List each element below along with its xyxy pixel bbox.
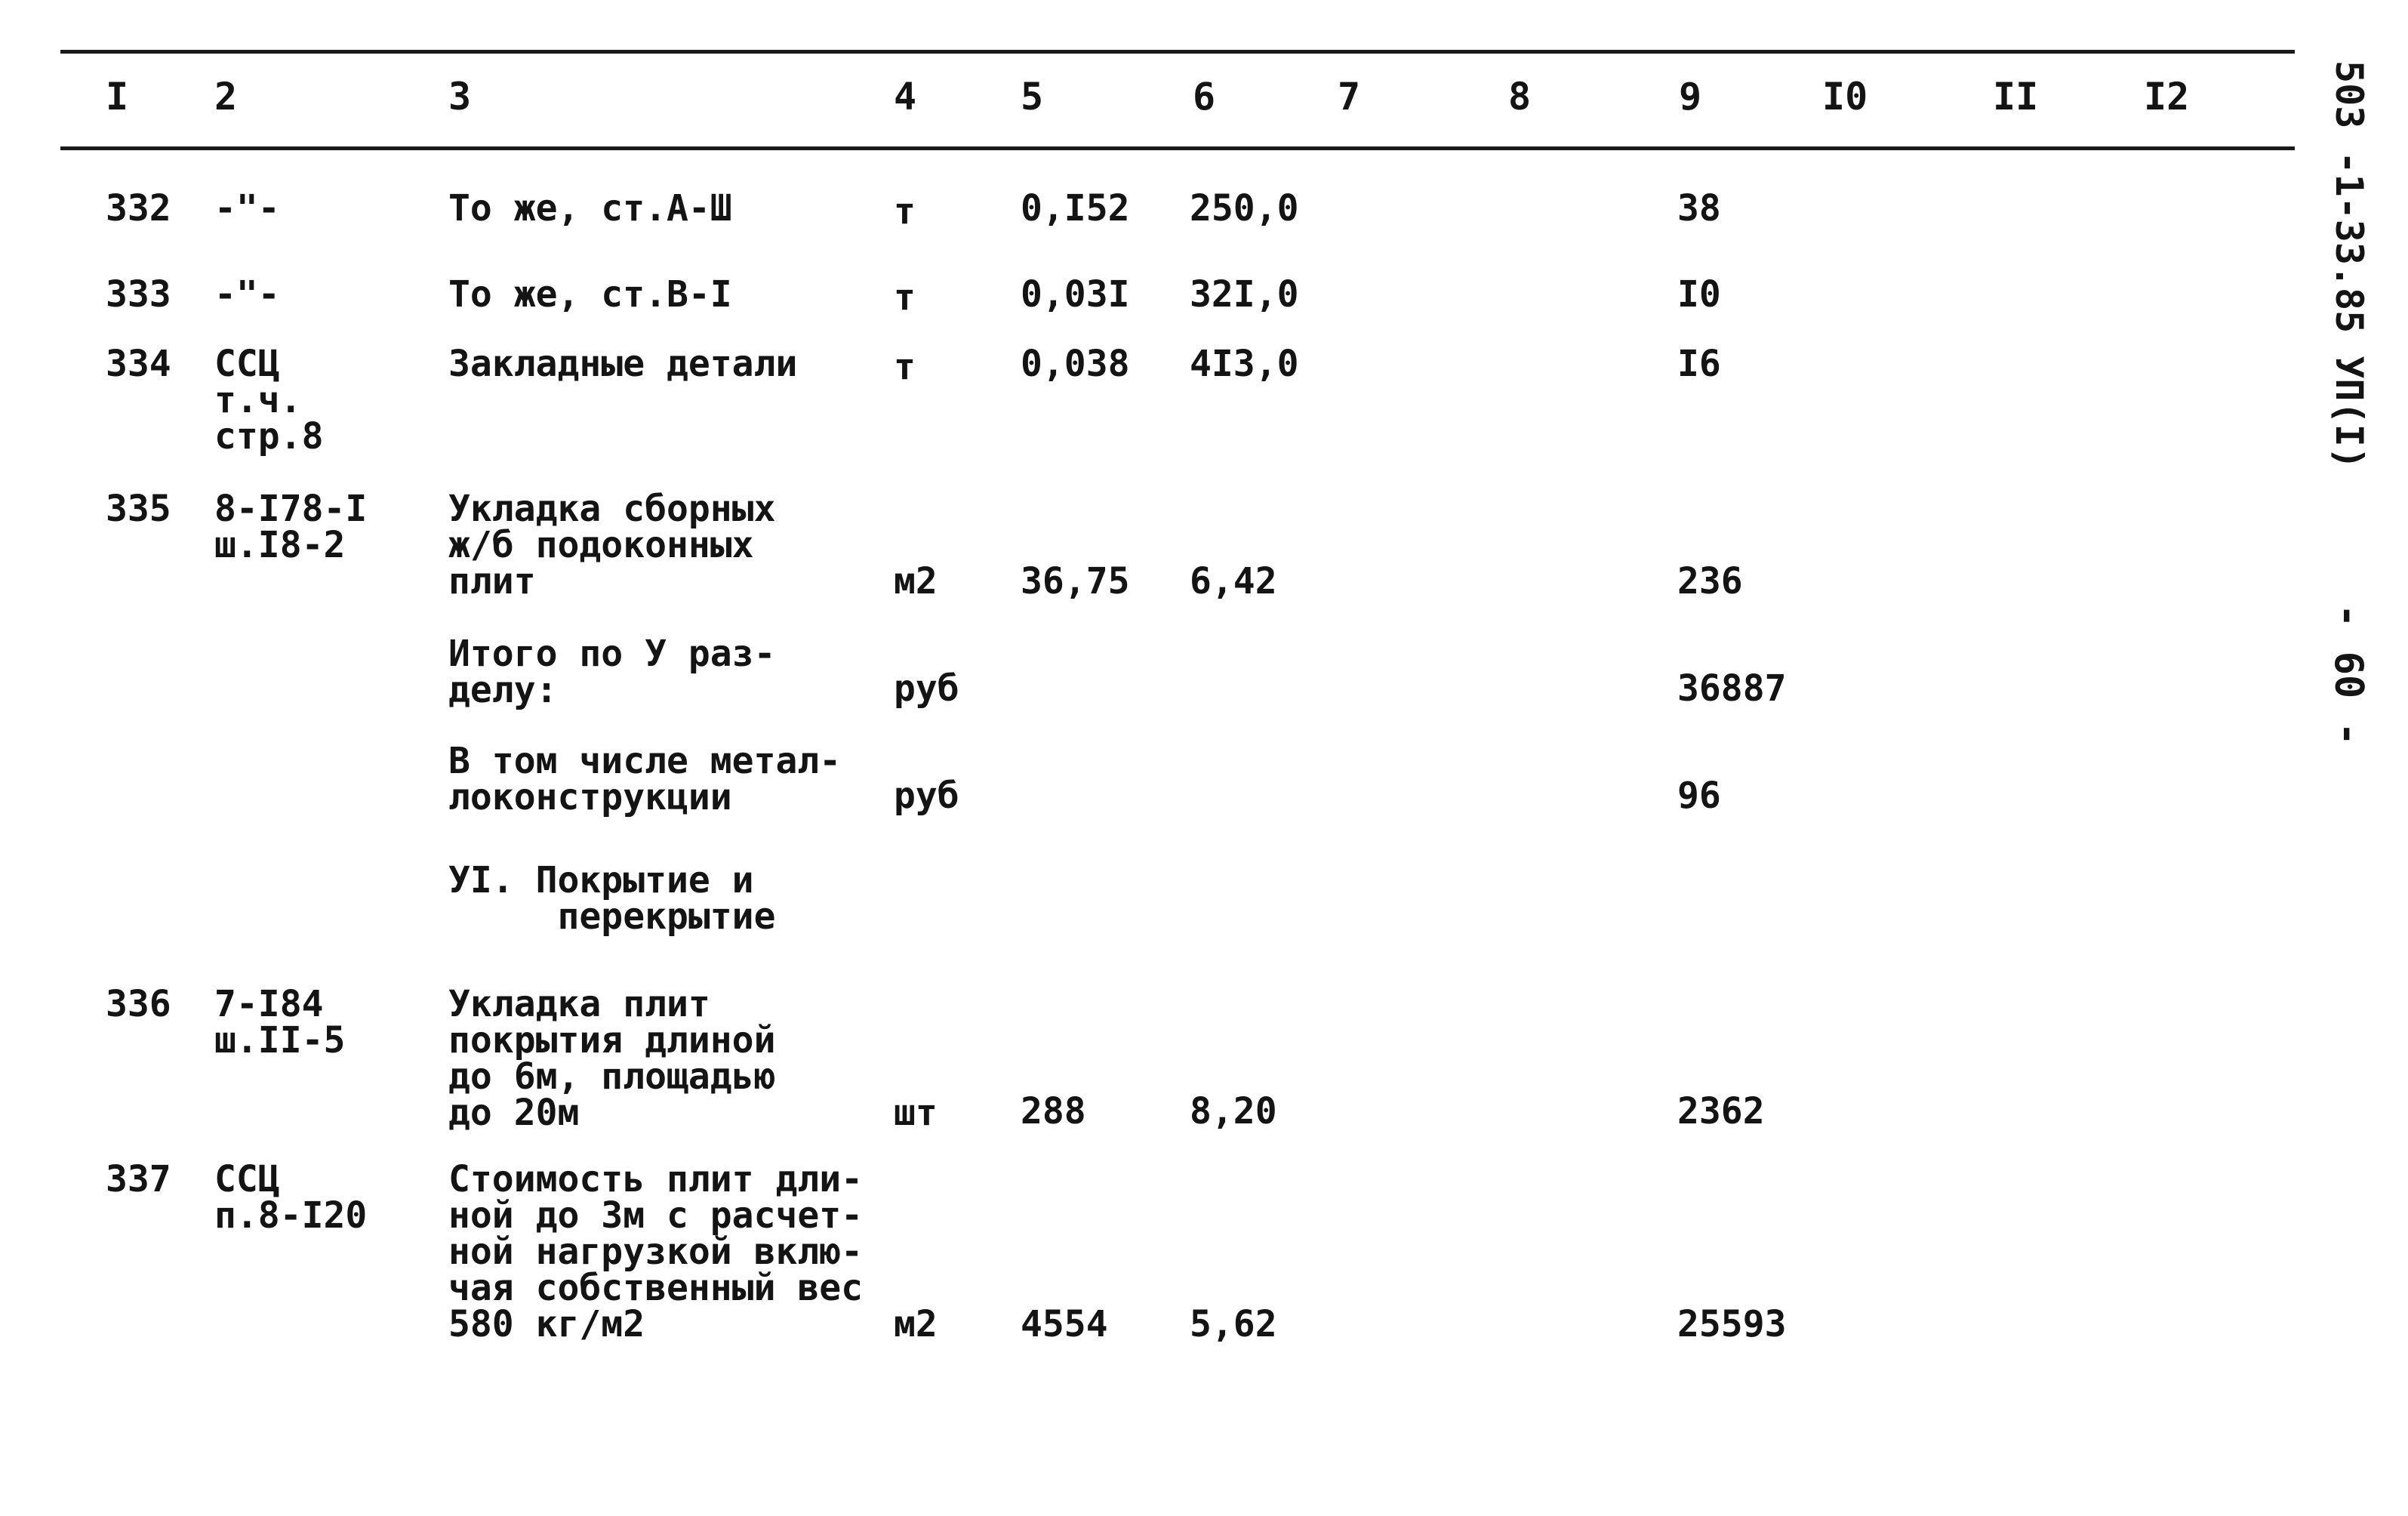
column-header-5: 5	[1021, 75, 1044, 119]
row-code: ССЦ п.8-I20	[214, 1158, 368, 1237]
top-rule	[60, 50, 2295, 54]
column-header-7: 7	[1338, 75, 1361, 119]
column-header-3: 3	[448, 75, 472, 119]
column-header-4: 4	[894, 75, 917, 119]
row-description: Стоимость плит дли- ной до 3м с расчет- ной нагрузкой вклю- чая собственный вес 580 кг/м2	[448, 1158, 864, 1345]
metal-structures-value: 96	[1677, 775, 1721, 817]
row-number: 335	[106, 488, 171, 530]
column-header-11: II	[1993, 75, 2039, 119]
row-unit-price: 5,62	[1190, 1303, 1277, 1345]
row-description: То же, ст.В-I	[448, 273, 732, 316]
row-unit: руб	[894, 667, 959, 710]
row-quantity: 0,03I	[1021, 273, 1130, 316]
row-unit: м2	[894, 1303, 938, 1345]
row-number: 337	[106, 1158, 171, 1200]
row-number: 332	[106, 187, 171, 230]
row-total: 236	[1677, 560, 1743, 602]
header-rule	[60, 146, 2295, 150]
row-total: 25593	[1677, 1303, 1787, 1345]
row-description: То же, ст.А-Ш	[448, 187, 732, 230]
document-code: 503 -1-33.85 УП(I)	[2327, 60, 2371, 470]
section-heading: УI. Покрытие и перекрытие	[448, 859, 776, 938]
row-unit: шт	[894, 1092, 938, 1134]
metal-structures-label: В том числе метал- локонструкции	[448, 740, 842, 818]
row-total: 38	[1677, 187, 1721, 230]
section-subtotal-label: Итого по У раз- делу:	[448, 633, 776, 711]
row-description: Укладка плит покрытия длиной до 6м, площадью до 20м	[448, 983, 776, 1134]
row-unit-price: 250,0	[1190, 187, 1299, 230]
column-header-6: 6	[1193, 75, 1216, 119]
row-quantity: 36,75	[1021, 560, 1130, 602]
row-total: I6	[1677, 343, 1721, 385]
column-header-12: I2	[2144, 75, 2190, 119]
row-unit: м2	[894, 560, 938, 602]
row-quantity: 4554	[1021, 1303, 1108, 1345]
column-header-2: 2	[214, 75, 238, 119]
row-code: 7-I84 ш.II-5	[214, 983, 346, 1062]
row-total: I0	[1677, 273, 1721, 316]
row-number: 333	[106, 273, 171, 316]
row-unit: т	[894, 276, 916, 319]
row-code: -"-	[214, 187, 280, 230]
row-code: ССЦ т.ч. стр.8	[214, 343, 324, 458]
row-code: 8-I78-I ш.I8-2	[214, 488, 368, 566]
row-unit: т	[894, 346, 916, 388]
page-number: - 60 -	[2326, 604, 2371, 746]
row-description: Закладные детали	[448, 343, 798, 385]
row-unit-price: 4I3,0	[1190, 343, 1299, 385]
column-header-1: I	[106, 75, 129, 119]
row-description: Укладка сборных ж/б подоконных плит	[448, 488, 776, 602]
row-total: 2362	[1677, 1090, 1765, 1132]
row-unit-price: 8,20	[1190, 1090, 1277, 1132]
row-number: 334	[106, 343, 171, 385]
column-header-9: 9	[1679, 75, 1702, 119]
row-unit: руб	[894, 775, 959, 817]
section-subtotal-value: 36887	[1677, 667, 1787, 710]
row-unit-price: 32I,0	[1190, 273, 1299, 316]
row-quantity: 0,I52	[1021, 187, 1130, 230]
column-header-8: 8	[1508, 75, 1532, 119]
row-quantity: 288	[1021, 1090, 1086, 1132]
row-code: -"-	[214, 273, 280, 316]
row-unit-price: 6,42	[1190, 560, 1277, 602]
row-unit: т	[894, 190, 916, 233]
row-quantity: 0,038	[1021, 343, 1130, 385]
column-header-10: I0	[1822, 75, 1868, 119]
row-number: 336	[106, 983, 171, 1025]
